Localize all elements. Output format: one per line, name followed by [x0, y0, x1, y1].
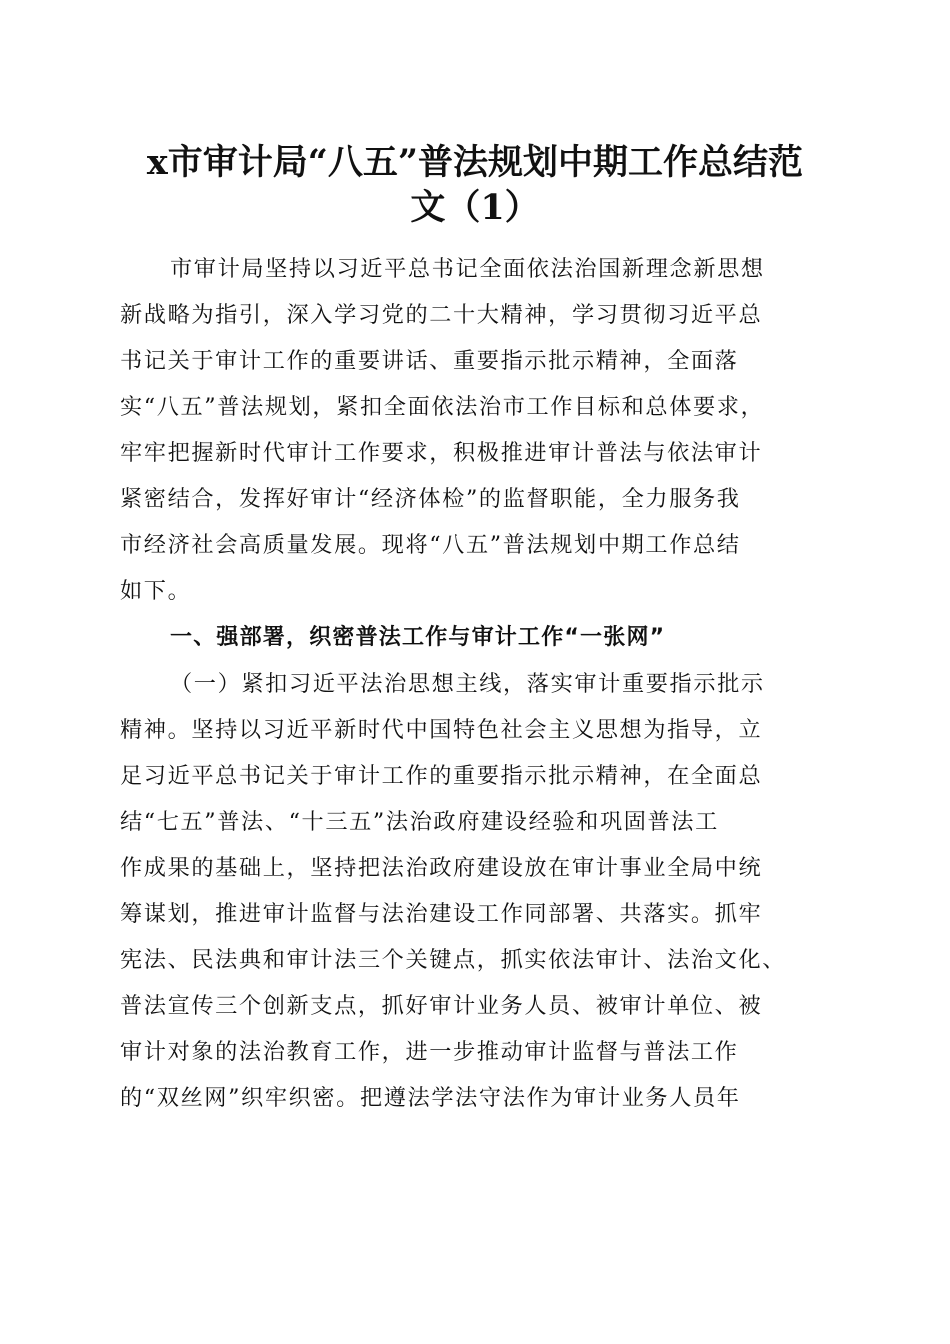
- paragraph-line: 审计对象的法治教育工作，进一步推动审计监督与普法工作: [120, 1039, 739, 1065]
- intro-line: 新战略为指引，深入学习党的二十大精神，学习贯彻习近平总: [120, 302, 763, 328]
- paragraph-line: 宪法、民法典和审计法三个关键点，抓实依法审计、法治文化、: [120, 947, 787, 973]
- intro-line: 牢牢把握新时代审计工作要求，积极推进审计普法与依法审计: [120, 440, 763, 466]
- paragraph-line: 精神。坚持以习近平新时代中国特色社会主义思想为指导，立: [120, 717, 763, 743]
- paragraph-line: 筹谋划，推进审计监督与法治建设工作同部署、共落实。抓牢: [120, 901, 763, 927]
- intro-line: 如下。: [120, 578, 192, 604]
- paragraph-line: 普法宣传三个创新支点，抓好审计业务人员、被审计单位、被: [120, 993, 763, 1019]
- title-line-1: x市审计局“八五”普法规划中期工作总结范: [146, 142, 804, 183]
- paragraph-line: 结“七五”普法、“十三五”法治政府建设经验和巩固普法工: [120, 809, 719, 835]
- intro-line: 市审计局坚持以习近平总书记全面依法治国新理念新思想: [170, 256, 765, 282]
- title-line-2: 文（1）: [410, 187, 540, 228]
- paragraph-line: 足习近平总书记关于审计工作的重要指示批示精神，在全面总: [120, 763, 763, 789]
- paragraph-line: 作成果的基础上，坚持把法治政府建设放在审计事业全局中统: [120, 855, 763, 881]
- intro-line: 书记关于审计工作的重要讲话、重要指示批示精神，全面落: [120, 348, 739, 374]
- intro-line: 实“八五”普法规划，紧扣全面依法治市工作目标和总体要求，: [120, 394, 765, 420]
- document-title: [100, 140, 850, 230]
- paragraph-line: （一）紧扣习近平法治思想主线，落实审计重要指示批示: [170, 671, 765, 697]
- paragraph-line: 的“双丝网”织牢织密。把遵法学法守法作为审计业务人员年: [120, 1085, 741, 1111]
- intro-line: 紧密结合，发挥好审计“经济体检”的监督职能，全力服务我: [120, 486, 741, 512]
- intro-line: 市经济社会高质量发展。现将“八五”普法规划中期工作总结: [120, 532, 741, 558]
- section-heading: 一、强部署，织密普法工作与审计工作“一张网”: [170, 625, 666, 650]
